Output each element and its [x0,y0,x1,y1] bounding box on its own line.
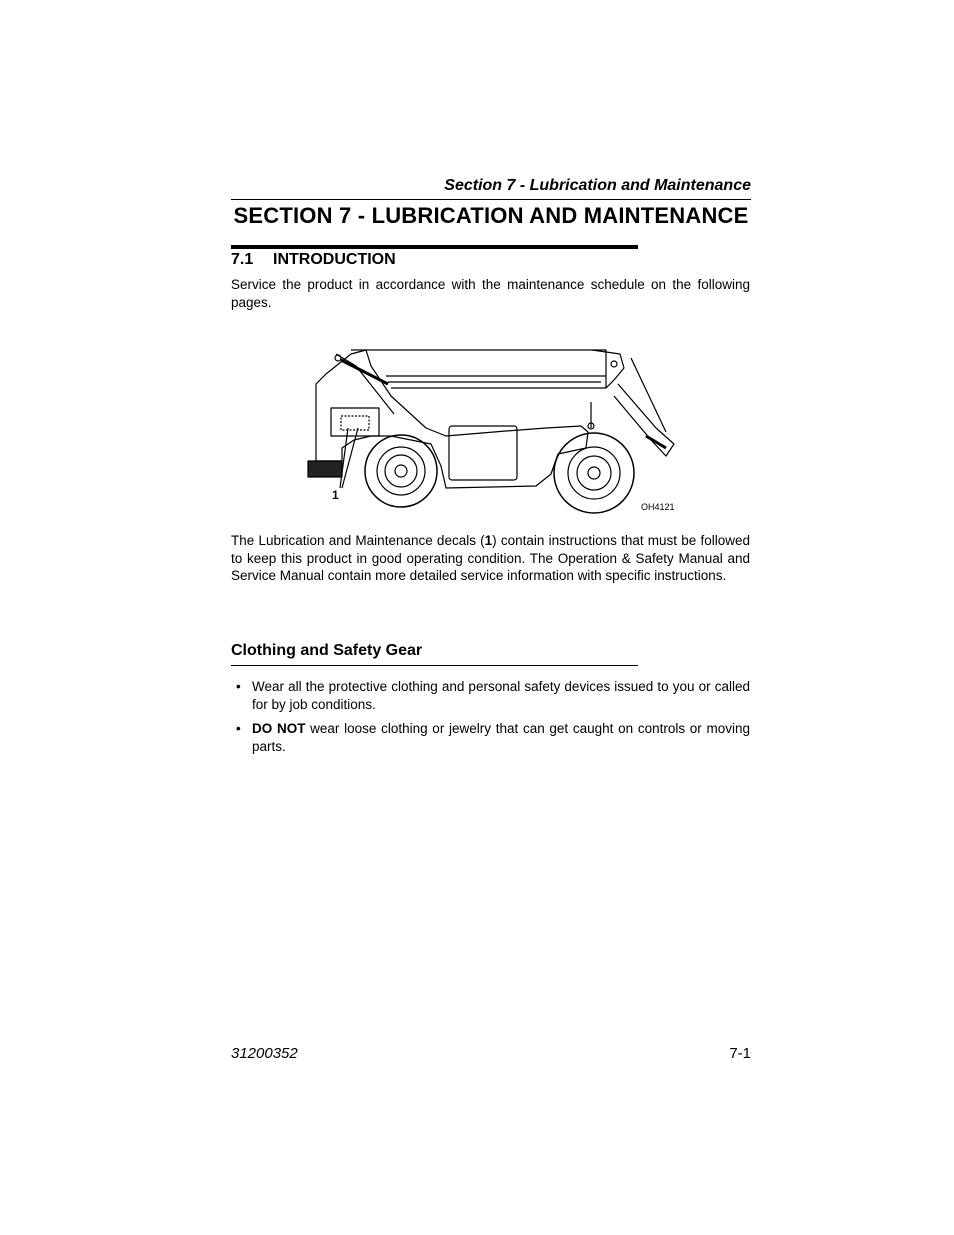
subsection-heading [231,251,396,269]
telehandler-figure [296,336,686,516]
decals-text-before: The Lubrication and Maintenance decals ( [231,533,485,548]
bullet-icon: • [236,679,241,694]
section-rule [231,245,638,249]
list-item [231,678,750,713]
doc-number: 31200352 [231,1045,298,1062]
chassis-outline [316,350,588,488]
gear-bullet-list [231,678,750,762]
subsection-title: INTRODUCTION [273,251,396,268]
list-item [231,720,750,755]
counterweight [308,461,342,477]
subsection-number: 7.1 [231,251,254,268]
bullet-bold-text: DO NOT [252,721,306,736]
bullet-text: wear loose clothing or jewelry that can get caught on controls or moving parts. [252,721,751,754]
side-tank [449,426,517,480]
decal-box [341,416,369,430]
figure-code: OH4121 [641,502,675,512]
figure-callout: 1 [332,488,339,502]
page-number: 7-1 [729,1045,751,1062]
intro-paragraph: Service the product in accordance with the maintenance schedule on the following pages. [231,277,750,310]
section-title: SECTION 7 - LUBRICATION AND MAINTENANCE [233,203,749,228]
decals-paragraph [231,532,750,585]
gear-rule [231,665,638,666]
bullet-text: Wear all the protective clothing and personal safety devices issued to you or called for by job conditions. [252,679,750,712]
decals-text-after: ) contain instructions that must be followed to keep this product in good operating condition. The Operation & Safety Manual and Service Manual contain more detailed service information with specific instructions. [231,533,750,583]
bullet-icon: • [236,721,241,736]
running-header: Section 7 - Lubrication and Maintenance [444,177,751,194]
rear-wheel [365,435,437,507]
front-wheel [554,433,634,513]
gear-heading: Clothing and Safety Gear [231,642,423,659]
header-rule [231,199,751,200]
decals-callout: 1 [484,533,493,548]
